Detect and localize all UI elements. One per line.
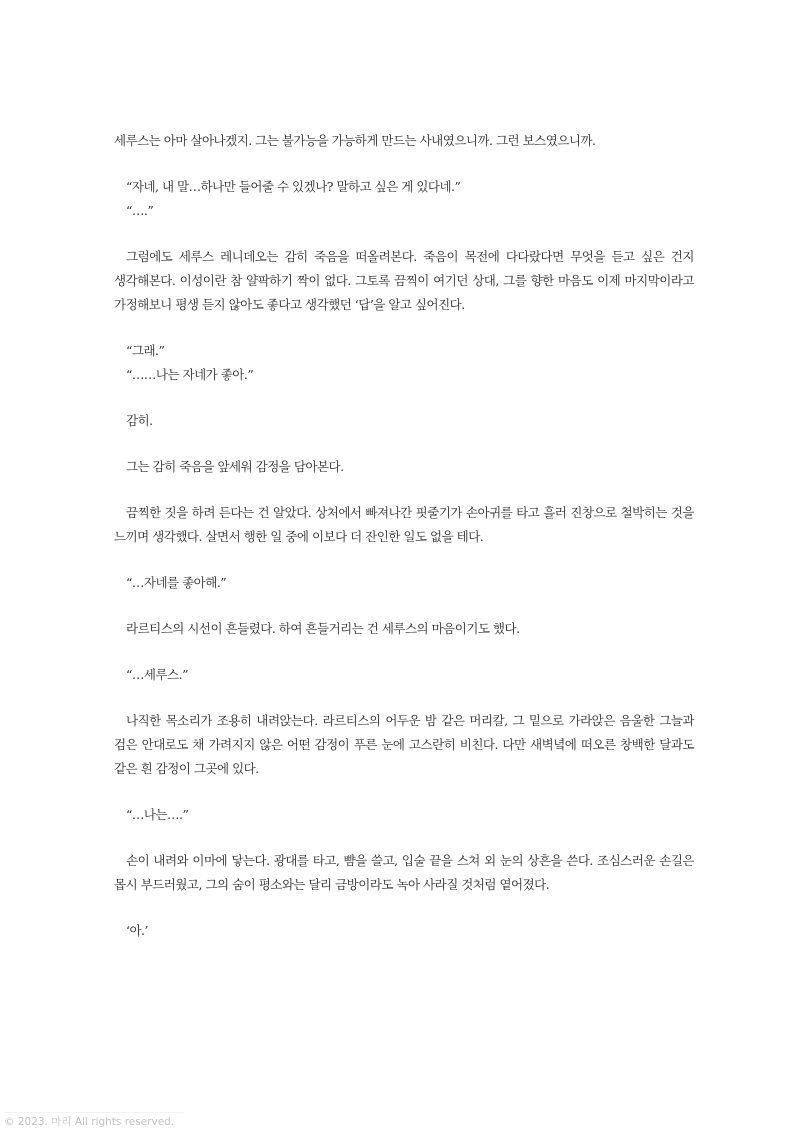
dialogue-block [114,339,694,387]
paragraph: ‘아.’ [126,923,148,938]
dialogue-line: “……나는 자네가 좋아.” [126,367,254,382]
paragraph: 나직한 목소리가 조용히 내려앉는다. 라르티스의 어두운 밤 같은 머리칼, 그 밑으로 가라앉은 음울한 그늘과 검은 안대로도 채 가려지지 않은 어떤 감정이 푸른 눈에 고스란히 비친다. 다만 새벽녘에 떠오른 창백한 달과도 같은 흰 감정이 그곳에 있다. [114,713,694,776]
paragraph: “…자네를 좋아해.” [126,575,227,590]
paragraph: 세루스는 아마 살아나겠지. 그는 불가능을 가능하게 만드는 사내였으니까. 그런 보스였으니까. [114,133,596,148]
dialogue-line: “자네, 내 말…하나만 들어줄 수 있겠나? 말하고 싶은 게 있다네.” [126,179,461,194]
paragraph: 감히. [126,413,153,428]
document-body [114,129,694,965]
paragraph: 그는 감히 죽음을 앞세워 감정을 담아본다. [126,459,344,474]
paragraph: 라르티스의 시선이 흔들렸다. 하여 흔들거리는 건 세루스의 마음이기도 했다. [126,621,520,636]
dialogue-line: “그래.” [126,343,165,358]
dialogue-block [114,175,694,223]
paragraph: 손이 내려와 이마에 닿는다. 광대를 타고, 뺨을 쓸고, 입술 끝을 스쳐 외 눈의 상흔을 쓴다. 조심스러운 손길은 몹시 부드러웠고, 그의 숨이 평소와는 달리 금방이라도 녹아 사라질 것처럼 옅어졌다. [114,853,694,892]
paragraph: “…세루스.” [126,667,188,682]
copyright-footer: © 2023. 마리 All rights reserved. [4,1112,184,1131]
paragraph: 끔찍한 짓을 하려 든다는 건 알았다. 상처에서 빠져나간 핏줄기가 손아귀를 타고 흘러 진창으로 철박히는 것을 느끼며 생각했다. 살면서 행한 일 중에 이보다 더 잔인한 일도 없을 테다. [114,505,694,544]
paragraph: “…나는….” [126,807,189,822]
paragraph: 그럼에도 세루스 레니데오는 감히 죽음을 떠올려본다. 죽음이 목전에 다다랐다면 무엇을 듣고 싶은 건지 생각해본다. 이성이란 참 얄팍하기 짝이 없다. 그토록 끔찍이 여기던 상대, 그를 향한 마음도 이제 마지막이라고 가정해보니 평생 듣지 않아도 좋다고 생각했던 ‘답’을 알고 싶어진다. [114,249,694,312]
dialogue-line: “….” [126,203,154,218]
